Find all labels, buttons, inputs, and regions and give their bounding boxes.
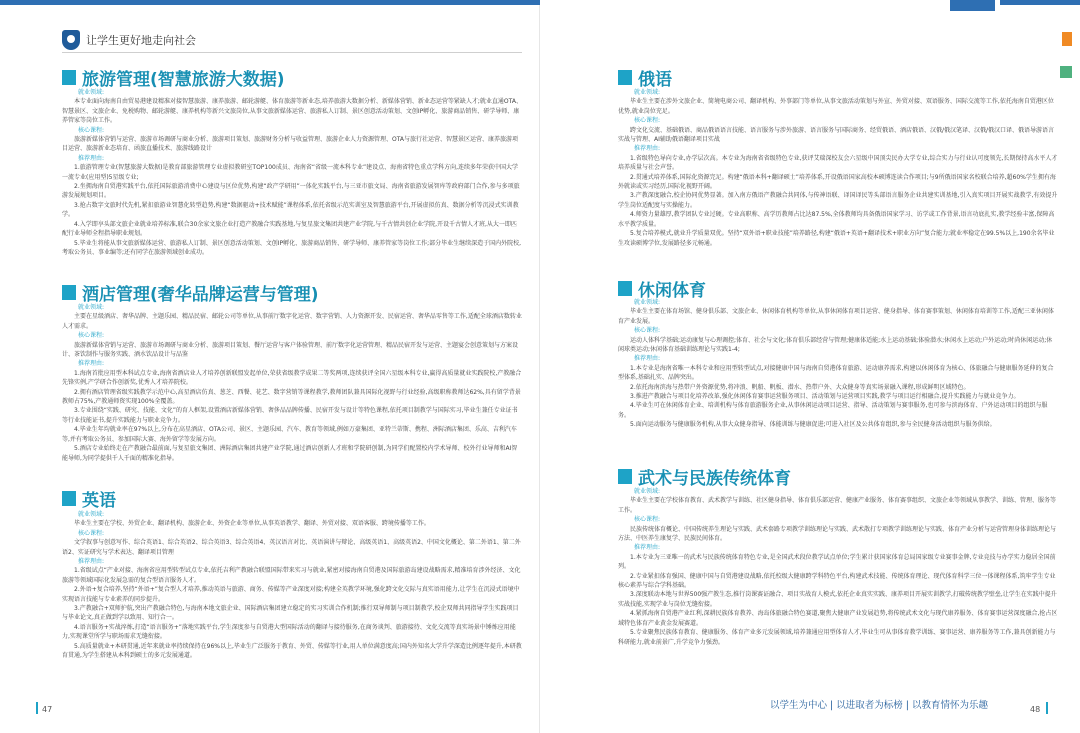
reason-item: 5.毕业生将能从事文旅新媒体运营、旅游私人订制、景区创意活动策划、文创IP孵化、旅游商品销售、研学导师、康养管家等岗位工作;部分毕业生继续深造于国内外院校,考取公务员、事业编等;还有同学在旅游领域创业成功。 <box>62 239 522 256</box>
reason-item: 1.省级试点“产业对接、海南省应用型转型试点专业,依托吉利产教融合联盟国际带来实习与就业,紧密对接海南自贸港及国际旅游岛建设战略需求,精准培育涉外经济、文化旅游等领域国际化发展急需的复合型语言服务人才。 <box>62 567 521 584</box>
university-emblem-icon <box>62 30 80 50</box>
reason-item: 3.产教融合+双师护航,突出产教融合特色,与海南本地文旅企业、国际酒店集团建立稳定的实习实训合作机制;推行双导师制与项目制教学,校企双师共同指导学生实践项目与毕业论文,真正做到学以致用、知行合一。 <box>62 605 519 622</box>
employment-label: 就业领域: <box>634 299 661 306</box>
courses-label: 核心课程: <box>78 126 105 134</box>
reason-item: 3.专业围绕“实践、研究、技能、文化”的育人框架,设置酒店新媒体营销、奢侈品品牌传播、民宿开发与设计等特色课程,依托项目制教学与国际实习,毕业生兼任专业证书等行业技能证书,提升实践能力与职业竞争力。 <box>62 407 518 424</box>
top-accent-bar-right <box>1000 0 1080 5</box>
reasons-label: 推荐理由: <box>78 360 105 368</box>
employment-text: 本专业面向海南自由贸易港建设精准对接智慧旅游、康养旅游、邮轮游艇、体育旅游等新业态,培养旅游大数据分析、新媒体营销、新业态运营等紧缺人才;就业直通OTA、智慧景区、文旅企业、免税购物、邮轮游艇、康养机构等新兴文旅岗位,从事文旅新媒体运营、旅游私人订制、景区创意活动策划、文创IP孵化、旅游商品销售、研学导师、康养管家等岗位工作。 <box>62 98 522 125</box>
section-heading: 休闲体育 <box>638 281 706 301</box>
employment-text: 毕业生主要在学校体育教育、武术教学与训练、社区健身指导、体育俱乐部运营、健康产业服务、体育赛事组织、文旅企业等领域从事教学、训练、管理、服务等工作。 <box>618 497 1057 514</box>
employment-text: 毕业生主要在学校、外贸企业、翻译机构、旅游企业、外资企业等单位,从事英语教学、翻译、外贸对接、双语客服、跨境传播等工作。 <box>74 520 430 528</box>
reason-item: 4.入学即享头部文旅企业就业培养标准,联合30余家文旅企业打造产教融合实践基地,与复星旅文集团共建产业学院,与千古情共创企业学院,开设千古情人才班,从大一即匹配行业导师全程指导职业规划。 <box>62 220 517 238</box>
reason-item: 4.师资力量雄厚,教学团队专业过硬。专业高职称、高学历教师占比达87.5%,全体教师均具备俄语国家学习、访学或工作背景,语言功底扎实,教学经验丰富,保障高水平教学质量。 <box>618 211 1055 228</box>
section-heading: 酒店管理(奢华品牌运营与管理) <box>82 285 319 305</box>
header-divider <box>62 52 522 53</box>
reason-item: 3.推进产教融合与项目化培养改革,强化休闲体育赛事运营服务项目、活动策划与运营项目实践,教学与项目运行相融合,提升实践能力与就业竞争力。 <box>630 393 1020 401</box>
reason-item: 2.拥有酒店管理省级实践教学示范中心,高星酒店仿真、葱芝、西餐、花艺、数字营销等课程教学,教师团队兼具国际化视野与行业经验,高级职称教师达62%,具有留学背景教师占75%,产教通师资实现100%全覆盖。 <box>62 388 521 406</box>
courses-label: 核心课程: <box>78 332 105 340</box>
section-heading: 英语 <box>82 491 116 511</box>
employment-label: 就业领域: <box>634 89 661 96</box>
green-accent-square <box>1060 66 1072 78</box>
section-marker-icon <box>618 70 632 85</box>
reason-item: 5.面向运动服务与健康服务机构,从事大众健身指导、体能训练与健康促进;可进入社区及公共体育组织,参与全民健身活动组织与服务供给。 <box>630 421 996 429</box>
section-marker-icon <box>618 469 632 484</box>
courses-text: 旅游新媒体营销与运营、旅游市场调研与商业分析、旅游项目策划、旅游财务分析与收益管理、旅游企业人力资源管理、OTA与旅行社运营、智慧景区运营、康养旅游项目运营、旅游新业态培育、函旅直播技术、旅游线路设计 <box>62 136 519 153</box>
reasons-label: 推荐理由: <box>78 558 105 566</box>
section-heading: 俄语 <box>638 70 672 90</box>
employment-text: 毕业生主要在体育场馆、健身俱乐部、文旅企业、休闲体育机构等单位,从事休闲体育项目运营、健身指导、体育赛事策划、休闲体育培训等工作,适配三亚休闲体育产业发展。 <box>618 308 1054 325</box>
reasons-label: 推荐理由: <box>634 355 661 363</box>
orange-accent-square <box>1062 32 1072 46</box>
top-accent-bar <box>0 0 540 5</box>
courses-text: 跨文化交流、基础俄语、商品俄语语言技能、语言服务与涉外旅游、语言服务与国际商务、经贸俄语、酒店俄语、汉俄/俄汉笔译、汉俄/俄汉口译、俄语导游语言实战与管理、AI辅助俄语翻译项目实战 <box>618 126 1055 144</box>
employment-label: 就业领域: <box>634 488 661 495</box>
reasons-label: 推荐理由: <box>634 544 661 552</box>
courses-text: 旅游新媒体营销与运营、旅游市场调研与商业分析、旅游项目策划、餐厅运营与客户体验管理、前厅数字化运营管理、精品民宿开发与运营、主题宴会创意策划与方案设计、茶饮制作与服务实践、酒水饮品设计与品鉴 <box>62 341 519 359</box>
corner-accent <box>950 0 995 11</box>
section-heading: 旅游管理(智慧旅游大数据) <box>82 70 285 90</box>
section-marker-icon <box>62 70 76 85</box>
section-marker-icon <box>618 281 632 296</box>
reason-item: 3.深度联动本地与世界500强产教生态,推行岗课赛证融合、项目实战育人模式,依托企业真实实践、康养项目开展实训教学,打破传统教学壁垒,让学生在实践中提升实战技能,实现学业与岗位无缝衔接。 <box>618 591 1057 608</box>
reasons-label: 推荐理由: <box>634 145 661 153</box>
reason-item: 2.贯通式培养体系,国际化资源完足。构建“俄语本科+翻译硕士”培养体系,开设俄语国家高校本硕博连读合作项目;与9所俄语国家名校联合培养,超60%学生拥有海外就读或实习经历,国际化视野开阔。 <box>618 173 1056 191</box>
courses-text: 民族传统体育概论、中国传统养生理论与实践、武术套路专项教学训练理论与实践、武术散打专项教学训练理论与实践、体育产业分析与运营管理身体训练理论与方法、中医养生康复学、民族民间体育。 <box>618 525 1057 543</box>
martial-content <box>618 487 1058 683</box>
footer-slogan: 以学生为中心 | 以进取者为标榜 | 以教育情怀为乐趣 <box>770 700 988 711</box>
reason-item: 4.毕业生可在休闲体育企业、培训机构与体育旅游服务企业,从事休闲运动项目运营、指导、活动策划与赛事服务,也可参与滨海体育、户外运动项目的组织与服务。 <box>618 402 1048 419</box>
courses-label: 核心课程: <box>634 516 661 524</box>
leisure-content <box>618 298 1058 452</box>
reasons-label: 推荐理由: <box>78 154 105 162</box>
russian-content <box>618 88 1058 266</box>
footer-marker <box>36 702 38 714</box>
reason-item: 5.复合培养模式,就业升学质量双优。坚持“双外语+职业技能”培养路径,构建“俄语+英语+翻译技术+职业方向”复合能力;就业率稳定在99.5%以上,190余名毕业生攻读硕博学位,发展路径多元畅通。 <box>618 230 1055 247</box>
reason-item: 1.海南首批应用型本科试点专业,海南省酒店业人才培养创新联盟发起单位,荣获省级教学成果二等奖两项,连续获评全国六星级本科专业,赢得高质量就业实践院校,产教融合先锋实例,产学研合作创新奖,优秀人才培养院校。 <box>62 369 522 387</box>
section-title-english <box>62 486 116 511</box>
section-title-hotel <box>62 280 319 305</box>
reason-item: 1.旅游管理专业(智慧旅游大数据)是教育部旅游管理专业虚拟教研室TOP100成员、海南省“省级一流本科专业”建设点、海南省特色重点学科方向,连续多年荣获中国大学一流专业(应用型)5星级专业; <box>62 164 518 181</box>
right-page <box>540 0 1080 733</box>
reason-item: 4.紧抓海南自贸港产业红利,深耕民族体育教养、海岛体旅融合特色赛道,聚焦大健康产业发展趋势,将传统武术文化与现代康养服务、体育赛事运营深度融合,抢占区域特色体育产业黄金发展赛道。 <box>618 610 1058 627</box>
employment-text: 毕业生主要在涉外文旅企业、简境电商公司、翻译机构、外事部门等单位,从事文旅活动策划与外宣、外贸对接、双语服务、国际交流等工作,依托海南自贸港区位优势,就业岗位充足。 <box>618 98 1054 115</box>
reason-item: 4.语言服务+实战淬炼,打造“语言服务+”落地实践平台,学生深度参与自贸港大型国际活动的翻译与接待服务,在商务谈判、旅游接待、文化交流等真实场景中锤炼应用能力,实现课堂所学与职场需求无缝衔接。 <box>62 623 516 641</box>
section-title-russian <box>618 65 672 90</box>
page-number-left: 47 <box>42 705 53 714</box>
page-number-right: 48 <box>1030 705 1041 714</box>
employment-label: 就业领域: <box>78 304 105 311</box>
reason-item: 4.毕业生年均就业率在97%以上,分布在高星酒店、OTA公司、景区、主题乐园、汽车、教育等领域,例如万豪集团、亚特兰蒂斯、携程、洲际酒店集团、乐高、吉利汽车等,并有考取公务员、参加国际大赛、海外留学等发展方向。 <box>62 426 517 443</box>
employment-label: 就业领域: <box>78 89 105 96</box>
section-marker-icon <box>62 491 76 506</box>
reason-item: 1.省级特色导向专业,办学层次高。本专业为海南省省级特色专业,获评艾瑞深校友会六星级中国顶尖民办大学专业,综合实力与行业认可度领先,长期保持高水平人才培养质量与社会声誉。 <box>618 154 1058 172</box>
reason-item: 2.外语+复合培养,坚持“外语+”复合型人才培养,推动英语与旅游、商务、传媒等产业深度对接;构建全英教学环境,强化跨文化交际与真实语用能力,让学生在沉浸式语境中实现语言技能与专业素养的同步提升。 <box>62 586 520 603</box>
page-header <box>62 28 196 52</box>
reason-item: 2.坐拥海南自贸港实践平台,依托国际旅游消费中心建设与区位优势,构建“政产学研用”一体化实践平台,与三亚市旅文局、海南省旅游发展智库等政府部门合作,参与多项旅游发展规划项目。 <box>62 183 520 200</box>
courses-text: 运动人体科学基础;运动康复与心理调控;体育、社会与文化;体育俱乐部经营与管理;健康体适能;水上运动基础;体验潜水;休闲水上运动;户外运动;时尚休闲运动;休闲球类运动;休闲体育基础训练理论与实践1-4; <box>618 336 1053 354</box>
reason-item: 5.高质量就业+本研贯通,近年来就业率持续保持在96%以上,毕业生广泛服务于教育、外贸、传媒等行业,用人单位满意度高;国内外知名大学升学深造比例逐年提升,本研教育贯通,为学生搭建从本科到硕士的多元发展通道。 <box>62 642 522 660</box>
english-content <box>62 510 522 696</box>
reason-item: 1.本专业是海南省唯一本科专业和应用型转型试点,对接健康中国与海南自贸港体育旅游、运动康养需求,构建以休闲体育为核心、体旅融合与健康服务延伸的复合型体系,基础扎实、品牌突出。 <box>618 364 1054 382</box>
employment-text: 主要在星级酒店、奢华品牌、主题乐园、精品民宿、邮轮公司等单位,从事前厅数字化运营、数字营销、人力资源开发、民宿运营、奢华品零售等工作,适配全球酒店数转业人才需求。 <box>62 313 522 330</box>
hotel-content <box>62 303 522 473</box>
section-heading: 武术与民族传统体育 <box>638 469 791 489</box>
reason-item: 2.依托海南滨海与热带户外资源优势,将冲浪、帆船、帆板、潜水、热带户外、大众健身等真实场景融入课程,形成鲜明区域特色。 <box>630 383 970 391</box>
reason-item: 5.酒店专业始终走在产教融合最前面,与复星旅文集团、洲际酒店集团共建产业学院,通过酒店创新人才班和学院研创制,为同学们配置校内学术导师、校外行业导师和AI智能导师,为同学提供千人千面的精准化指导。 <box>62 445 518 462</box>
section-title-tourism <box>62 65 285 90</box>
section-marker-icon <box>62 285 76 300</box>
courses-text: 文学叙事与创意写作、综合英语1、综合英语2、综合英语3、综合英语4、英汉语言对比、英语演讲与辩论、高级英语1、高级英语2、中国文化概论、第二外语1、第二外语2、实证研究与学术表达、翻译项目管理 <box>62 539 521 556</box>
reason-item: 3.抢占数字文旅时代先机,紧扣旅游业智慧化转型趋势,构建“数据驱动+技术赋能”课程体系,依托省级示范实训室及智慧旅游平台,开展虚拟仿真、数据分析等沉浸式实训教学。 <box>62 201 519 219</box>
reason-item: 2.专业紧扣体育强国、健康中国与自贸港建设战略,依托校级大健康跨学科特色平台,构建武术技能、传统体育理论、现代体育科学三位一体课程体系,筑牢学生专业核心素养与综合学科基础。 <box>618 572 1056 590</box>
courses-label: 核心课程: <box>634 327 661 335</box>
reason-item: 3.产教深度融合,校企协同优势显著。加入南方俄语产教融合共同体,与传神语联、译国译民等头部语言服务企业共建实训基地,引入真实项目开展实战教学,有效提升学生岗位适配度与实操能力。 <box>618 192 1058 209</box>
reason-item: 5.专业聚焦民族体育教育、健康服务、体育产业多元发展领域,培养兼通应用型体育人才,毕业生可从事体育教学训练、赛事运营、康养服务等工作,兼具创新能力与科研能力,就业前景广,升学竞争力强劲。 <box>618 629 1056 646</box>
reason-item: 1.本专业为三亚唯一的武术与民族传统体育特色专业,是全国武术段位教学试点单位;学生累计获国家体育总局国家级专业赛事金牌,专业竞技与办学实力稳居全国前列。 <box>618 553 1056 571</box>
tourism-content <box>62 88 522 266</box>
header-title: 让学生更好地走向社会 <box>86 34 196 47</box>
footer-marker <box>1046 702 1048 714</box>
courses-label: 核心课程: <box>78 529 105 537</box>
employment-label: 就业领域: <box>78 511 105 518</box>
section-title-martial <box>618 464 791 489</box>
courses-label: 核心课程: <box>634 117 661 125</box>
